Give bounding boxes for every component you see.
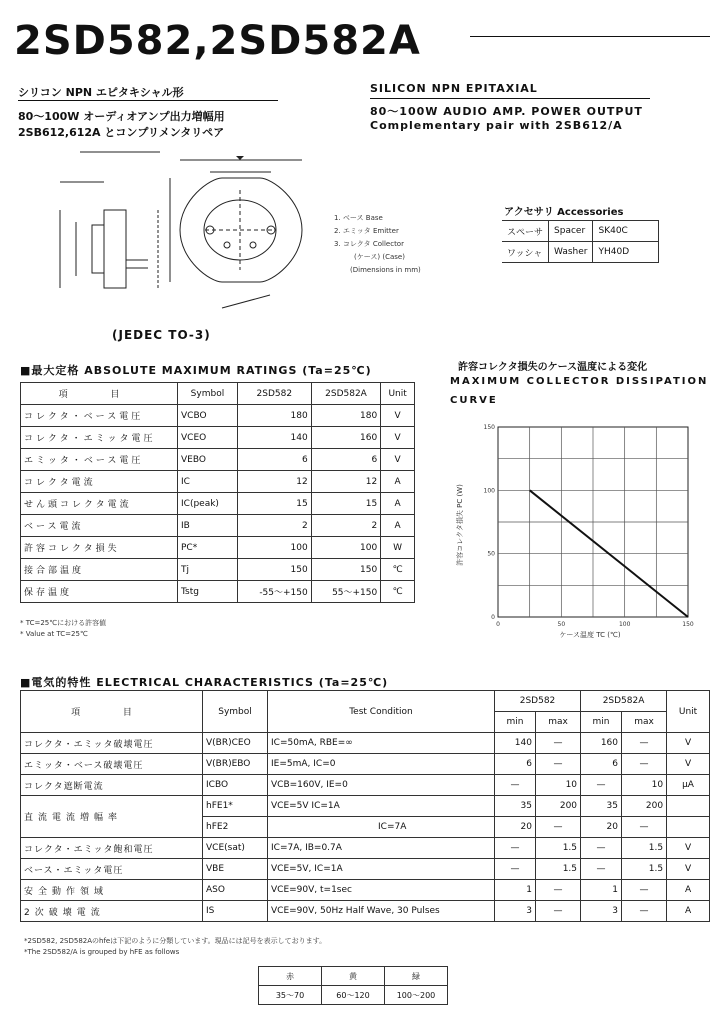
char-name: コレクタ遮断電流	[21, 775, 203, 796]
rating-unit: V	[381, 427, 415, 449]
pin-legend-item: 1. ベース Base	[334, 214, 383, 222]
rating-name: コレクタ電流	[21, 471, 178, 493]
col-header-symbol: Symbol	[203, 691, 268, 733]
char-b-min: 3	[581, 901, 622, 922]
char-a-max: —	[535, 901, 580, 922]
char-condition: IE=5mA, IC=0	[268, 754, 495, 775]
rating-symbol: PC*	[178, 537, 238, 559]
chart-y-tick-label: 100	[483, 487, 495, 495]
hfe-group-label: 黄	[322, 967, 385, 986]
pin-legend-item: 3. コレクタ Collector	[334, 240, 404, 248]
ratings-title: ■最大定格 ABSOLUTE MAXIMUM RATINGS (Ta=25℃)	[20, 364, 372, 377]
char-condition: VCE=90V, 50Hz Half Wave, 30 Pulses	[268, 901, 495, 922]
char-a-min: 35	[495, 796, 536, 817]
table-row	[21, 901, 710, 922]
rating-value-b: 6	[311, 449, 381, 471]
char-b-max: —	[622, 901, 667, 922]
en-subtitle-1: SILICON NPN EPITAXIAL	[370, 82, 538, 95]
table-row	[21, 515, 415, 537]
table-row	[21, 581, 415, 603]
table-row	[502, 242, 659, 263]
char-a-max: —	[535, 880, 580, 901]
package-drawing	[40, 140, 330, 320]
char-a-min: 1	[495, 880, 536, 901]
rating-value-a: 150	[237, 559, 311, 581]
char-b-min: 35	[581, 796, 622, 817]
char-unit: A	[667, 880, 710, 901]
chart-xlabel: ケース温度 TC (℃)	[559, 631, 621, 639]
char-symbol: V(BR)CEO	[203, 733, 268, 754]
hfe-group-range: 100〜200	[385, 986, 448, 1005]
jp-subtitle-2: 80〜100W オーディオアンプ出力増幅用	[18, 110, 225, 123]
electrical-note-en: *The 2SD582/A is grouped by hFE as follows	[24, 948, 180, 956]
hfe-group-range: 35〜70	[259, 986, 322, 1005]
hfe-group-label: 緑	[385, 967, 448, 986]
rating-name: コレクタ・エミッタ電圧	[21, 427, 178, 449]
rating-name: エミッタ・ベース電圧	[21, 449, 178, 471]
rating-symbol: IC(peak)	[178, 493, 238, 515]
table-header-row	[21, 691, 710, 712]
table-row	[21, 838, 710, 859]
side-view-flange	[92, 225, 104, 273]
rating-value-b: 180	[311, 405, 381, 427]
jp-subtitle-1: シリコン NPN エピタキシャル形	[18, 86, 184, 99]
char-unit: V	[667, 733, 710, 754]
char-a-min: 6	[495, 754, 536, 775]
char-a-min: —	[495, 859, 536, 880]
accessory-jp: ワッシャ	[502, 242, 549, 263]
char-b-min: 6	[581, 754, 622, 775]
col-header-item: 項 目	[21, 691, 203, 733]
char-unit	[667, 796, 710, 817]
rating-value-b: 12	[311, 471, 381, 493]
ratings-note-en: * Value at TC=25℃	[20, 630, 88, 638]
char-name: ベース・エミッタ電圧	[21, 859, 203, 880]
char-b-max: 1.5	[622, 859, 667, 880]
char-condition: VCE=90V, t=1sec	[268, 880, 495, 901]
char-a-min: 140	[495, 733, 536, 754]
char-a-min: 3	[495, 901, 536, 922]
col-header-max: max	[622, 712, 667, 733]
divider	[370, 98, 650, 99]
table-row	[21, 775, 710, 796]
rating-unit: V	[381, 449, 415, 471]
rating-symbol: IC	[178, 471, 238, 493]
pin-icon	[250, 242, 256, 248]
table-row	[21, 427, 415, 449]
char-b-max: —	[622, 880, 667, 901]
rating-symbol: Tj	[178, 559, 238, 581]
rating-value-b: 160	[311, 427, 381, 449]
char-symbol: ASO	[203, 880, 268, 901]
dissipation-chart	[440, 415, 710, 645]
table-row	[21, 754, 710, 775]
accessories-title: アクセサリ Accessories	[504, 207, 624, 218]
hfe-group-table	[258, 966, 448, 1005]
table-row	[21, 559, 415, 581]
char-symbol: V(BR)EBO	[203, 754, 268, 775]
curve-title-en-1: MAXIMUM COLLECTOR DISSIPATION	[450, 376, 709, 387]
pin-legend	[334, 212, 421, 277]
table-row	[21, 537, 415, 559]
electrical-title: ■電気的特性 ELECTRICAL CHARACTERISTICS (Ta=25℃)	[20, 676, 389, 689]
char-b-min: —	[581, 838, 622, 859]
rating-symbol: IB	[178, 515, 238, 537]
char-name: コレクタ・エミッタ破壊電圧	[21, 733, 203, 754]
char-a-max: —	[535, 754, 580, 775]
col-header-2sd582a: 2SD582A	[311, 383, 381, 405]
char-a-max: 1.5	[535, 859, 580, 880]
pin-legend-item: (ケース) (Case)	[354, 253, 405, 261]
rating-unit: W	[381, 537, 415, 559]
char-b-min: 20	[581, 817, 622, 838]
col-header-symbol: Symbol	[178, 383, 238, 405]
col-header-2sd582: 2SD582	[237, 383, 311, 405]
char-condition: IC=7A	[268, 817, 495, 838]
char-symbol: VCE(sat)	[203, 838, 268, 859]
char-unit: V	[667, 754, 710, 775]
rating-value-a: 15	[237, 493, 311, 515]
rating-name: ベース電流	[21, 515, 178, 537]
rating-value-a: 6	[237, 449, 311, 471]
char-b-max: 1.5	[622, 838, 667, 859]
jp-subtitle-3: 2SB612,612A とコンプリメンタリペア	[18, 126, 225, 139]
char-b-max: 200	[622, 796, 667, 817]
col-header-2sd582a: 2SD582A	[581, 691, 667, 712]
curve-title-jp: 許容コレクタ損失のケース温度による変化	[458, 362, 648, 373]
chart-y-tick-label: 50	[487, 550, 495, 558]
rating-symbol: VCEO	[178, 427, 238, 449]
char-condition: IC=7A, IB=0.7A	[268, 838, 495, 859]
col-header-unit: Unit	[667, 691, 710, 733]
rating-name: せん頭コレクタ電流	[21, 493, 178, 515]
accessory-part: SK40C	[593, 221, 659, 242]
rating-unit: A	[381, 515, 415, 537]
rating-value-b: 150	[311, 559, 381, 581]
rating-unit: ℃	[381, 559, 415, 581]
rating-value-a: 180	[237, 405, 311, 427]
chart-x-tick-label: 50	[557, 621, 566, 628]
table-row	[21, 405, 415, 427]
char-symbol: VBE	[203, 859, 268, 880]
char-a-max: —	[535, 733, 580, 754]
rating-value-a: -55〜+150	[237, 581, 311, 603]
rating-value-a: 140	[237, 427, 311, 449]
table-row	[21, 471, 415, 493]
char-unit: μA	[667, 775, 710, 796]
rating-symbol: VEBO	[178, 449, 238, 471]
chart-x-tick-label: 100	[618, 621, 631, 628]
table-row	[502, 221, 659, 242]
char-name: 直流電流増幅率	[21, 796, 203, 838]
pin-icon	[224, 242, 230, 248]
accessory-part: YH40D	[593, 242, 659, 263]
rating-value-b: 55〜+150	[311, 581, 381, 603]
rating-unit: A	[381, 471, 415, 493]
char-name: 2次破壊電流	[21, 901, 203, 922]
char-condition: VCE=5V IC=1A	[268, 796, 495, 817]
table-row	[21, 880, 710, 901]
char-b-min: —	[581, 775, 622, 796]
chart-y-tick-label: 150	[483, 424, 495, 431]
char-symbol: ICBO	[203, 775, 268, 796]
table-row	[21, 493, 415, 515]
char-symbol: IS	[203, 901, 268, 922]
col-header-item: 項 目	[21, 383, 178, 405]
ratings-note-jp: * TC=25℃における許容値	[20, 619, 107, 627]
rating-value-a: 2	[237, 515, 311, 537]
col-header-2sd582: 2SD582	[495, 691, 581, 712]
rating-name: 保存温度	[21, 581, 178, 603]
char-unit: V	[667, 859, 710, 880]
table-row	[259, 967, 448, 986]
rating-unit: ℃	[381, 581, 415, 603]
rating-name: 許容コレクタ損失	[21, 537, 178, 559]
rating-unit: V	[381, 405, 415, 427]
pin-legend-item: (Dimensions in mm)	[350, 266, 421, 274]
table-row	[21, 859, 710, 880]
rating-symbol: VCBO	[178, 405, 238, 427]
char-b-min: 1	[581, 880, 622, 901]
char-a-min: —	[495, 838, 536, 859]
page-title: 2SD582,2SD582A	[14, 18, 421, 64]
table-row	[21, 796, 710, 817]
chart-x-tick-label: 150	[682, 621, 694, 628]
char-a-max: 10	[535, 775, 580, 796]
rating-value-b: 100	[311, 537, 381, 559]
rating-value-b: 15	[311, 493, 381, 515]
char-condition: IC=50mA, RBE=∞	[268, 733, 495, 754]
en-subtitle-3: Complementary pair with 2SB612/A	[370, 119, 623, 132]
char-a-max: 1.5	[535, 838, 580, 859]
col-header-max: max	[535, 712, 580, 733]
curve-title-en-2: CURVE	[450, 395, 498, 406]
col-header-min: min	[495, 712, 536, 733]
ratings-table	[20, 382, 415, 603]
char-a-max: —	[535, 817, 580, 838]
divider	[18, 100, 278, 101]
char-condition: VCB=160V, IE=0	[268, 775, 495, 796]
col-header-unit: Unit	[381, 383, 415, 405]
char-name: コレクタ・エミッタ飽和電圧	[21, 838, 203, 859]
char-symbol: hFE1*	[203, 796, 268, 817]
char-a-min: —	[495, 775, 536, 796]
rating-value-a: 12	[237, 471, 311, 493]
char-b-max: —	[622, 733, 667, 754]
title-rule	[470, 36, 710, 37]
rating-value-b: 2	[311, 515, 381, 537]
char-b-max: —	[622, 754, 667, 775]
en-subtitle-2: 80〜100W AUDIO AMP. POWER OUTPUT	[370, 105, 643, 118]
side-view-body	[104, 210, 126, 288]
rating-symbol: Tstg	[178, 581, 238, 603]
accessory-en: Spacer	[549, 221, 593, 242]
table-header-row	[21, 383, 415, 405]
char-a-max: 200	[535, 796, 580, 817]
electrical-note-jp: *2SD582, 2SD582Aのhfeは下記のように分類しています。現品には記号を表示しております。	[24, 937, 327, 945]
package-label: (JEDEC TO-3)	[112, 328, 211, 342]
char-unit: V	[667, 838, 710, 859]
char-name: 安全動作領域	[21, 880, 203, 901]
rating-value-a: 100	[237, 537, 311, 559]
char-b-min: 160	[581, 733, 622, 754]
table-row	[21, 733, 710, 754]
char-b-min: —	[581, 859, 622, 880]
electrical-table	[20, 690, 710, 922]
char-b-max: —	[622, 817, 667, 838]
accessories-table	[502, 220, 659, 263]
char-b-max: 10	[622, 775, 667, 796]
accessory-en: Washer	[549, 242, 593, 263]
char-a-min: 20	[495, 817, 536, 838]
char-unit	[667, 817, 710, 838]
char-unit: A	[667, 901, 710, 922]
chart-x-tick-label: 0	[496, 621, 500, 628]
chart-y-tick-label: 0	[491, 614, 495, 621]
chart-ylabel: 許容コレクタ損失 PC (W)	[456, 484, 464, 566]
pin-legend-item: 2. エミッタ Emitter	[334, 227, 399, 235]
table-row	[21, 449, 415, 471]
char-condition: VCE=5V, IC=1A	[268, 859, 495, 880]
char-name: エミッタ・ベース破壊電圧	[21, 754, 203, 775]
rating-name: 接合部温度	[21, 559, 178, 581]
col-header-min: min	[581, 712, 622, 733]
hfe-group-range: 60〜120	[322, 986, 385, 1005]
chart-grid	[498, 427, 688, 617]
table-row	[259, 986, 448, 1005]
col-header-condition: Test Condition	[268, 691, 495, 733]
accessory-jp: スペーサ	[502, 221, 549, 242]
rating-unit: A	[381, 493, 415, 515]
char-symbol: hFE2	[203, 817, 268, 838]
hfe-group-label: 赤	[259, 967, 322, 986]
rating-name: コレクタ・ベース電圧	[21, 405, 178, 427]
